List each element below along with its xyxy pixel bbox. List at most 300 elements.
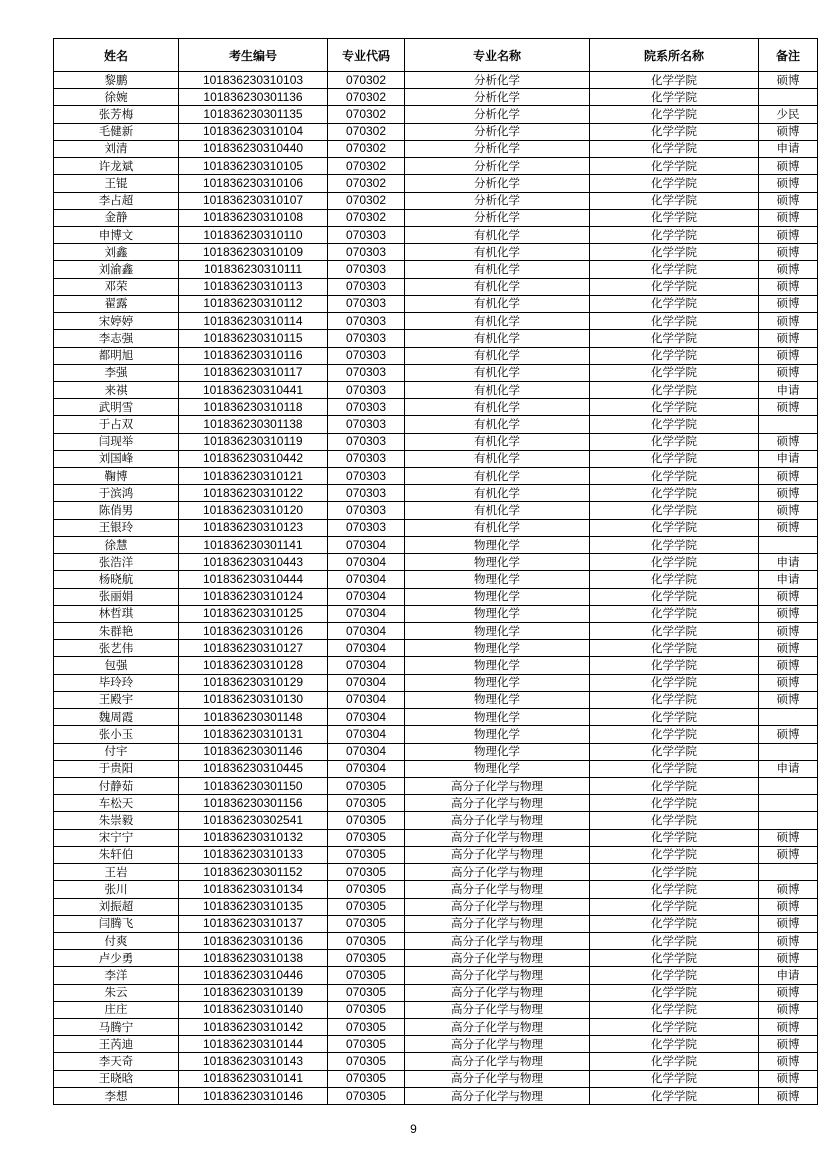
cell-remarks [759, 795, 818, 812]
cell-department: 化学学院 [590, 932, 759, 949]
cell-name: 金静 [54, 209, 179, 226]
cell-major-code: 070305 [328, 932, 405, 949]
cell-department: 化学学院 [590, 1070, 759, 1087]
cell-name: 张丽娟 [54, 588, 179, 605]
table-row [54, 846, 818, 863]
cell-name: 刘国峰 [54, 450, 179, 467]
cell-department: 化学学院 [590, 123, 759, 140]
cell-department: 化学学院 [590, 846, 759, 863]
cell-major-code: 070305 [328, 1001, 405, 1018]
cell-department: 化学学院 [590, 244, 759, 261]
cell-candidate-id: 101836230301146 [179, 743, 328, 760]
table-row [54, 244, 818, 261]
cell-major-code: 070304 [328, 623, 405, 640]
cell-department: 化学学院 [590, 295, 759, 312]
cell-major-name: 高分子化学与物理 [405, 1070, 590, 1087]
cell-candidate-id: 101836230310142 [179, 1019, 328, 1036]
cell-department: 化学学院 [590, 1053, 759, 1070]
cell-major-name: 高分子化学与物理 [405, 898, 590, 915]
cell-major-code: 070302 [328, 175, 405, 192]
cell-department: 化学学院 [590, 898, 759, 915]
cell-name: 卢少勇 [54, 950, 179, 967]
cell-department: 化学学院 [590, 1036, 759, 1053]
table-row [54, 278, 818, 295]
cell-candidate-id: 101836230310115 [179, 330, 328, 347]
cell-major-code: 070305 [328, 795, 405, 812]
cell-major-code: 070302 [328, 89, 405, 106]
cell-name: 翟露 [54, 295, 179, 312]
cell-major-name: 分析化学 [405, 209, 590, 226]
table-row [54, 623, 818, 640]
cell-candidate-id: 101836230310126 [179, 623, 328, 640]
cell-major-code: 070302 [328, 192, 405, 209]
cell-name: 张浩洋 [54, 554, 179, 571]
cell-major-code: 070303 [328, 347, 405, 364]
cell-remarks: 硕博 [759, 468, 818, 485]
table-row [54, 709, 818, 726]
cell-major-code: 070303 [328, 468, 405, 485]
table-row [54, 674, 818, 691]
cell-major-code: 070304 [328, 554, 405, 571]
cell-department: 化学学院 [590, 795, 759, 812]
cell-candidate-id: 101836230310111 [179, 261, 328, 278]
cell-name: 朱群艳 [54, 623, 179, 640]
table-row [54, 881, 818, 898]
cell-remarks: 硕博 [759, 657, 818, 674]
cell-major-name: 高分子化学与物理 [405, 829, 590, 846]
cell-major-name: 分析化学 [405, 123, 590, 140]
cell-name: 于贵阳 [54, 760, 179, 777]
table-row [54, 795, 818, 812]
cell-major-name: 分析化学 [405, 192, 590, 209]
cell-remarks: 硕博 [759, 123, 818, 140]
table-row [54, 502, 818, 519]
cell-candidate-id: 101836230310122 [179, 485, 328, 502]
cell-name: 朱崇毅 [54, 812, 179, 829]
cell-major-name: 分析化学 [405, 158, 590, 175]
cell-major-code: 070303 [328, 278, 405, 295]
cell-major-name: 有机化学 [405, 399, 590, 416]
cell-candidate-id: 101836230310143 [179, 1053, 328, 1070]
table-row [54, 1001, 818, 1018]
cell-major-name: 高分子化学与物理 [405, 777, 590, 794]
table-row [54, 226, 818, 243]
cell-department: 化学学院 [590, 984, 759, 1001]
table-row [54, 984, 818, 1001]
cell-remarks: 硕博 [759, 399, 818, 416]
table-row [54, 89, 818, 106]
cell-major-code: 070305 [328, 1036, 405, 1053]
table-row [54, 571, 818, 588]
cell-name: 朱轩伯 [54, 846, 179, 863]
cell-name: 张芳梅 [54, 106, 179, 123]
cell-candidate-id: 101836230310109 [179, 244, 328, 261]
table-row [54, 1019, 818, 1036]
cell-department: 化学学院 [590, 743, 759, 760]
header-candidate-id: 考生编号 [179, 39, 328, 72]
cell-candidate-id: 101836230310118 [179, 399, 328, 416]
cell-candidate-id: 101836230310110 [179, 226, 328, 243]
table-row [54, 175, 818, 192]
cell-name: 刘振超 [54, 898, 179, 915]
cell-candidate-id: 101836230310114 [179, 313, 328, 330]
cell-name: 魏周霞 [54, 709, 179, 726]
cell-name: 马腾宁 [54, 1019, 179, 1036]
cell-department: 化学学院 [590, 89, 759, 106]
cell-major-name: 物理化学 [405, 571, 590, 588]
cell-major-code: 070302 [328, 140, 405, 157]
table-row [54, 313, 818, 330]
cell-candidate-id: 101836230310446 [179, 967, 328, 984]
cell-major-code: 070303 [328, 295, 405, 312]
cell-remarks: 硕博 [759, 244, 818, 261]
cell-major-code: 070303 [328, 416, 405, 433]
table-row [54, 106, 818, 123]
cell-major-code: 070305 [328, 812, 405, 829]
cell-remarks: 硕博 [759, 347, 818, 364]
cell-remarks: 硕博 [759, 1053, 818, 1070]
cell-department: 化学学院 [590, 881, 759, 898]
cell-major-name: 高分子化学与物理 [405, 846, 590, 863]
cell-name: 李天奇 [54, 1053, 179, 1070]
cell-name: 杨晓航 [54, 571, 179, 588]
cell-candidate-id: 101836230310138 [179, 950, 328, 967]
cell-major-name: 分析化学 [405, 140, 590, 157]
cell-name: 李强 [54, 364, 179, 381]
cell-candidate-id: 101836230310441 [179, 381, 328, 398]
cell-name: 于占双 [54, 416, 179, 433]
table-row [54, 416, 818, 433]
table-row [54, 123, 818, 140]
cell-name: 付静茹 [54, 777, 179, 794]
cell-candidate-id: 101836230310139 [179, 984, 328, 1001]
cell-candidate-id: 101836230310131 [179, 726, 328, 743]
table-row [54, 950, 818, 967]
cell-major-code: 070302 [328, 123, 405, 140]
cell-major-code: 070303 [328, 261, 405, 278]
header-row [54, 39, 818, 72]
cell-name: 付爽 [54, 932, 179, 949]
cell-major-code: 070304 [328, 709, 405, 726]
cell-major-name: 有机化学 [405, 226, 590, 243]
cell-major-name: 物理化学 [405, 588, 590, 605]
table-row [54, 450, 818, 467]
cell-name: 宋婷婷 [54, 313, 179, 330]
cell-major-code: 070305 [328, 967, 405, 984]
cell-department: 化学学院 [590, 674, 759, 691]
cell-remarks: 硕博 [759, 1087, 818, 1104]
cell-department: 化学学院 [590, 226, 759, 243]
cell-major-code: 070303 [328, 330, 405, 347]
cell-remarks: 硕博 [759, 209, 818, 226]
cell-candidate-id: 101836230310128 [179, 657, 328, 674]
cell-remarks: 申请 [759, 554, 818, 571]
cell-name: 李占超 [54, 192, 179, 209]
cell-name: 王锟 [54, 175, 179, 192]
cell-candidate-id: 101836230310440 [179, 140, 328, 157]
cell-major-code: 070303 [328, 450, 405, 467]
table-row [54, 485, 818, 502]
cell-name: 申博文 [54, 226, 179, 243]
table-header [54, 39, 818, 72]
cell-major-name: 有机化学 [405, 468, 590, 485]
cell-department: 化学学院 [590, 640, 759, 657]
cell-department: 化学学院 [590, 571, 759, 588]
cell-department: 化学学院 [590, 330, 759, 347]
cell-department: 化学学院 [590, 485, 759, 502]
cell-candidate-id: 101836230310106 [179, 175, 328, 192]
cell-name: 毕玲玲 [54, 674, 179, 691]
cell-department: 化学学院 [590, 261, 759, 278]
table-row [54, 967, 818, 984]
cell-department: 化学学院 [590, 158, 759, 175]
cell-major-code: 070304 [328, 691, 405, 708]
cell-name: 王殿宇 [54, 691, 179, 708]
table-row [54, 519, 818, 536]
cell-candidate-id: 101836230310121 [179, 468, 328, 485]
cell-major-name: 有机化学 [405, 278, 590, 295]
cell-department: 化学学院 [590, 519, 759, 536]
table-row [54, 140, 818, 157]
cell-major-code: 070305 [328, 864, 405, 881]
cell-major-name: 高分子化学与物理 [405, 1001, 590, 1018]
cell-department: 化学学院 [590, 175, 759, 192]
cell-department: 化学学院 [590, 1019, 759, 1036]
cell-major-name: 高分子化学与物理 [405, 1019, 590, 1036]
cell-major-name: 高分子化学与物理 [405, 950, 590, 967]
cell-major-name: 有机化学 [405, 381, 590, 398]
cell-major-name: 物理化学 [405, 691, 590, 708]
cell-department: 化学学院 [590, 416, 759, 433]
table-row [54, 1053, 818, 1070]
table-row [54, 605, 818, 622]
cell-remarks: 硕博 [759, 829, 818, 846]
cell-candidate-id: 101836230310141 [179, 1070, 328, 1087]
table-row [54, 261, 818, 278]
cell-major-code: 070303 [328, 381, 405, 398]
cell-department: 化学学院 [590, 967, 759, 984]
cell-major-code: 070304 [328, 674, 405, 691]
table-row [54, 726, 818, 743]
cell-department: 化学学院 [590, 399, 759, 416]
cell-major-code: 070303 [328, 244, 405, 261]
table-row [54, 588, 818, 605]
cell-remarks: 硕博 [759, 984, 818, 1001]
cell-remarks: 硕博 [759, 519, 818, 536]
cell-name: 徐慧 [54, 536, 179, 553]
cell-candidate-id: 101836230310140 [179, 1001, 328, 1018]
cell-name: 鞠博 [54, 468, 179, 485]
table-body [54, 72, 818, 1105]
cell-major-code: 070305 [328, 777, 405, 794]
cell-remarks: 硕博 [759, 278, 818, 295]
cell-candidate-id: 101836230310125 [179, 605, 328, 622]
table-row [54, 295, 818, 312]
cell-candidate-id: 101836230310134 [179, 881, 328, 898]
table-row [54, 554, 818, 571]
cell-remarks [759, 416, 818, 433]
cell-candidate-id: 101836230310117 [179, 364, 328, 381]
cell-name: 王银玲 [54, 519, 179, 536]
cell-name: 于滨鸿 [54, 485, 179, 502]
cell-candidate-id: 101836230310103 [179, 72, 328, 89]
cell-major-code: 070303 [328, 502, 405, 519]
cell-candidate-id: 101836230302541 [179, 812, 328, 829]
cell-major-code: 070305 [328, 1087, 405, 1104]
cell-name: 刘清 [54, 140, 179, 157]
cell-name: 刘渝鑫 [54, 261, 179, 278]
table-row [54, 347, 818, 364]
cell-remarks: 硕博 [759, 726, 818, 743]
table-row [54, 898, 818, 915]
cell-name: 王岩 [54, 864, 179, 881]
cell-remarks: 硕博 [759, 313, 818, 330]
header-name: 姓名 [54, 39, 179, 72]
table-row [54, 743, 818, 760]
cell-remarks: 硕博 [759, 1036, 818, 1053]
cell-major-name: 高分子化学与物理 [405, 812, 590, 829]
cell-major-name: 物理化学 [405, 709, 590, 726]
cell-major-name: 分析化学 [405, 106, 590, 123]
cell-major-code: 070304 [328, 588, 405, 605]
cell-candidate-id: 101836230310120 [179, 502, 328, 519]
cell-candidate-id: 101836230301138 [179, 416, 328, 433]
cell-major-name: 有机化学 [405, 244, 590, 261]
cell-remarks: 申请 [759, 967, 818, 984]
cell-candidate-id: 101836230310129 [179, 674, 328, 691]
cell-department: 化学学院 [590, 588, 759, 605]
cell-remarks [759, 743, 818, 760]
cell-remarks: 硕博 [759, 364, 818, 381]
cell-major-name: 高分子化学与物理 [405, 1036, 590, 1053]
cell-department: 化学学院 [590, 915, 759, 932]
cell-remarks: 硕博 [759, 691, 818, 708]
cell-major-code: 070304 [328, 536, 405, 553]
cell-remarks [759, 777, 818, 794]
cell-name: 王芮迪 [54, 1036, 179, 1053]
cell-name: 刘鑫 [54, 244, 179, 261]
cell-department: 化学学院 [590, 468, 759, 485]
cell-candidate-id: 101836230310127 [179, 640, 328, 657]
cell-name: 陈俏男 [54, 502, 179, 519]
cell-major-code: 070305 [328, 829, 405, 846]
cell-major-name: 物理化学 [405, 623, 590, 640]
cell-department: 化学学院 [590, 278, 759, 295]
page-number: 9 [410, 1122, 417, 1136]
cell-department: 化学学院 [590, 691, 759, 708]
cell-candidate-id: 101836230310105 [179, 158, 328, 175]
cell-major-name: 有机化学 [405, 416, 590, 433]
table-row [54, 1036, 818, 1053]
cell-candidate-id: 101836230301135 [179, 106, 328, 123]
cell-candidate-id: 101836230301156 [179, 795, 328, 812]
cell-name: 许龙斌 [54, 158, 179, 175]
cell-major-name: 分析化学 [405, 72, 590, 89]
table-row [54, 932, 818, 949]
cell-major-code: 070303 [328, 226, 405, 243]
cell-candidate-id: 101836230310444 [179, 571, 328, 588]
cell-department: 化学学院 [590, 347, 759, 364]
cell-remarks: 硕博 [759, 175, 818, 192]
header-major-name: 专业名称 [405, 39, 590, 72]
cell-major-code: 070305 [328, 1019, 405, 1036]
cell-major-name: 有机化学 [405, 295, 590, 312]
cell-remarks: 申请 [759, 140, 818, 157]
cell-department: 化学学院 [590, 450, 759, 467]
cell-remarks: 硕博 [759, 1001, 818, 1018]
cell-department: 化学学院 [590, 623, 759, 640]
cell-candidate-id: 101836230310132 [179, 829, 328, 846]
cell-remarks: 硕博 [759, 192, 818, 209]
cell-department: 化学学院 [590, 829, 759, 846]
header-major-code: 专业代码 [328, 39, 405, 72]
cell-name: 朱云 [54, 984, 179, 1001]
cell-remarks: 硕博 [759, 846, 818, 863]
cell-department: 化学学院 [590, 1087, 759, 1104]
cell-department: 化学学院 [590, 709, 759, 726]
cell-name: 付宇 [54, 743, 179, 760]
cell-name: 包强 [54, 657, 179, 674]
cell-candidate-id: 101836230310135 [179, 898, 328, 915]
cell-department: 化学学院 [590, 209, 759, 226]
cell-department: 化学学院 [590, 812, 759, 829]
cell-major-code: 070303 [328, 364, 405, 381]
cell-remarks: 硕博 [759, 226, 818, 243]
cell-remarks: 申请 [759, 381, 818, 398]
cell-name: 林哲琪 [54, 605, 179, 622]
cell-name: 毛健新 [54, 123, 179, 140]
cell-major-name: 有机化学 [405, 313, 590, 330]
table-row [54, 399, 818, 416]
table-row [54, 915, 818, 932]
cell-major-code: 070304 [328, 571, 405, 588]
cell-remarks: 硕博 [759, 640, 818, 657]
cell-department: 化学学院 [590, 726, 759, 743]
table-row [54, 691, 818, 708]
table-row [54, 1070, 818, 1087]
cell-candidate-id: 101836230301136 [179, 89, 328, 106]
cell-name: 武明雪 [54, 399, 179, 416]
cell-remarks [759, 864, 818, 881]
cell-remarks: 硕博 [759, 1019, 818, 1036]
cell-name: 徐婉 [54, 89, 179, 106]
cell-name: 邓荣 [54, 278, 179, 295]
cell-major-name: 物理化学 [405, 760, 590, 777]
cell-major-code: 070303 [328, 399, 405, 416]
cell-remarks: 硕博 [759, 261, 818, 278]
cell-candidate-id: 101836230301150 [179, 777, 328, 794]
cell-major-code: 070303 [328, 433, 405, 450]
table-row [54, 536, 818, 553]
cell-candidate-id: 101836230310119 [179, 433, 328, 450]
cell-department: 化学学院 [590, 192, 759, 209]
cell-major-name: 物理化学 [405, 657, 590, 674]
cell-department: 化学学院 [590, 950, 759, 967]
cell-candidate-id: 101836230310146 [179, 1087, 328, 1104]
cell-remarks [759, 812, 818, 829]
admission-roster-table [53, 38, 818, 1105]
cell-major-code: 070304 [328, 726, 405, 743]
table-row [54, 433, 818, 450]
cell-major-name: 高分子化学与物理 [405, 984, 590, 1001]
cell-major-name: 高分子化学与物理 [405, 1087, 590, 1104]
cell-major-code: 070303 [328, 313, 405, 330]
cell-name: 来祺 [54, 381, 179, 398]
cell-remarks [759, 536, 818, 553]
cell-major-code: 070303 [328, 485, 405, 502]
cell-department: 化学学院 [590, 72, 759, 89]
cell-department: 化学学院 [590, 536, 759, 553]
